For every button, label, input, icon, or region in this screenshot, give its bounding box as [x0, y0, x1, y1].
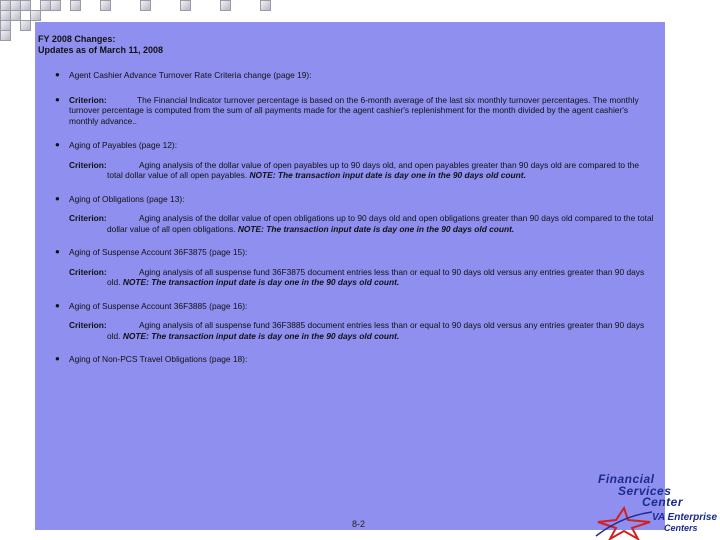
- checker-square: [0, 30, 11, 41]
- star-swoosh-icon: [594, 506, 654, 540]
- list-item: [55, 94, 654, 127]
- criterion-text: Aging analysis of the dollar value of open payables up to 90 days old, and open payables greater than 90 days old are compared to the total dollar value of all open payables.: [107, 159, 640, 180]
- criterion-label: Criterion:: [69, 266, 107, 277]
- item-heading: Agent Cashier Advance Turnover Rate Criteria change (page 19):: [69, 70, 312, 80]
- item-heading: Aging of Suspense Account 36F3875 (page 15):: [69, 247, 248, 257]
- checker-square: [50, 0, 61, 11]
- criterion-block: [69, 213, 654, 234]
- list-item: [55, 300, 654, 342]
- checker-square: [220, 0, 231, 11]
- item-heading: Aging of Suspense Account 36F3885 (page 16):: [69, 300, 248, 311]
- logo-line-center: Center: [642, 495, 684, 509]
- criterion-note: NOTE: The transaction input date is day one in the 90 days old count.: [249, 170, 526, 180]
- criterion-block: [69, 267, 654, 288]
- logo-line-services: Services: [618, 484, 672, 498]
- page-title: FY 2008 Changes:: [38, 34, 116, 44]
- bullet-icon: ●: [55, 193, 60, 203]
- checker-square: [260, 0, 271, 11]
- item-heading: Aging of Payables (page 12):: [69, 140, 178, 150]
- list-item: [55, 354, 654, 365]
- criterion-label: Criterion:: [69, 213, 107, 223]
- criterion-text: Aging analysis of the dollar value of open obligations up to 90 days old and open obligations greater than 90 days old compared to the total dollar value of all open obligations.: [107, 213, 654, 234]
- bullet-icon: ●: [55, 94, 60, 104]
- checker-square: [140, 0, 151, 11]
- criterion-text: Aging analysis of all suspense fund 36F3885 document entries less than or equal to 90 days old versus any entries greater than 90 days old.: [107, 320, 645, 341]
- criterion-label: Criterion:: [69, 320, 107, 330]
- bullet-icon: ●: [55, 140, 60, 149]
- changes-list: [55, 70, 654, 365]
- content-panel: [35, 22, 665, 530]
- bullet-icon: ●: [55, 70, 60, 79]
- list-item: [55, 193, 654, 235]
- criterion-text: The Financial Indicator turnover percentage is based on the 6-month average of the last six monthly turnover percentages. The monthly turnover percentage is computed from the sum of all payments made for the agent cashier's replenishment for the month divided by the agent cashier's monthly advance..: [69, 94, 639, 126]
- item-heading: Aging of Non-PCS Travel Obligations (page 18):: [69, 354, 248, 364]
- criterion-label: Criterion:: [69, 159, 107, 170]
- criterion-block: [69, 320, 654, 341]
- checker-square: [30, 10, 41, 21]
- criterion-note: NOTE: The transaction input date is day one in the 90 days old count.: [122, 330, 400, 341]
- logo-line-financial: Financial: [598, 472, 655, 486]
- list-item: [55, 140, 654, 181]
- item-heading: Aging of Obligations (page 13):: [69, 193, 185, 204]
- logo-va-centers: Centers: [664, 523, 698, 533]
- fsc-logo: [592, 468, 720, 540]
- page-number: 8-2: [352, 519, 366, 529]
- criterion-note: NOTE: The transaction input date is day one in the 90 days old count.: [237, 223, 515, 234]
- bullet-icon: ●: [55, 354, 60, 363]
- criterion-label: Criterion:: [69, 94, 107, 105]
- list-item: [55, 247, 654, 288]
- list-item: [55, 70, 654, 81]
- checker-square: [20, 20, 31, 31]
- checker-square: [70, 0, 81, 11]
- checker-square: [180, 0, 191, 11]
- logo-va-enterprise: VA Enterprise: [652, 512, 718, 523]
- page-header: [38, 34, 163, 56]
- bullet-icon: ●: [55, 247, 60, 256]
- page-subtitle: Updates as of March 11, 2008: [38, 45, 164, 55]
- criterion-text: Aging analysis of all suspense fund 36F3875 document entries less than or equal to 90 days old versus any entries greater than 90 days old.: [107, 266, 645, 287]
- criterion-block: [69, 160, 654, 181]
- checker-square: [100, 0, 111, 11]
- bullet-icon: ●: [55, 300, 60, 310]
- criterion-note: NOTE: The transaction input date is day one in the 90 days old count.: [122, 277, 400, 287]
